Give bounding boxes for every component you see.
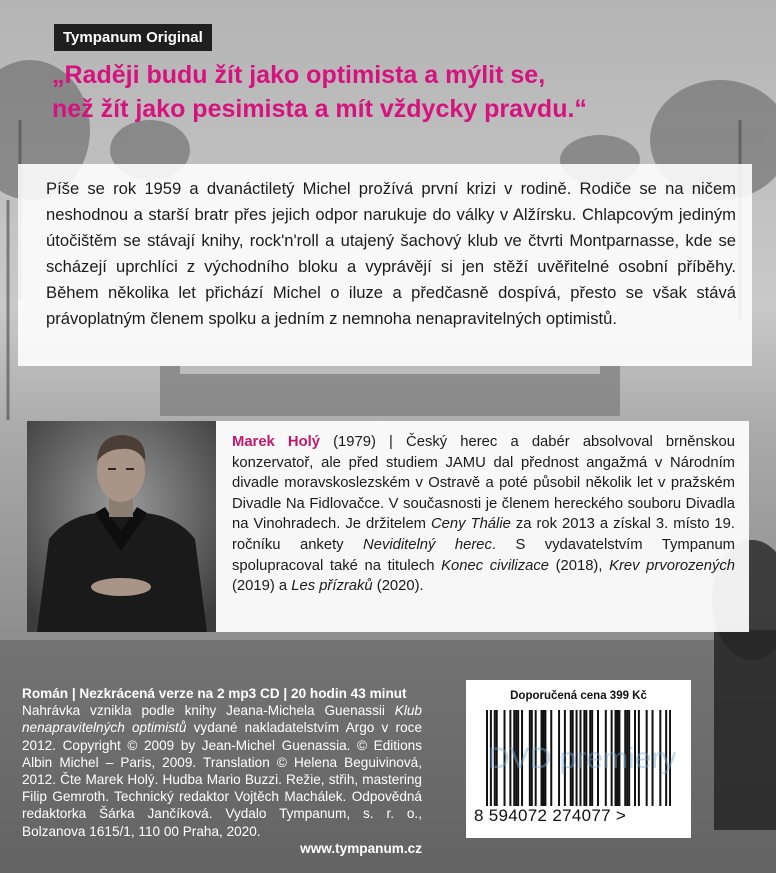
bio-text-3: . S vydavatelstvím Tympanum spolupracoval také na titulech <box>232 536 735 574</box>
publisher-label: Tympanum Original <box>54 24 212 51</box>
quote-line-1: „Raději budu žít jako optimista a mýlit se, <box>52 61 546 89</box>
narrator-photo <box>27 421 216 632</box>
barcode-digits: 8 594072 274077 > <box>474 806 627 825</box>
title-3: Les přízraků <box>291 578 373 595</box>
credits-text-1: Nahrávka vznikla podle knihy Jeana-Michela Guenassii <box>22 703 395 719</box>
barcode-bar <box>579 710 581 806</box>
barcode-bar <box>669 710 671 806</box>
watermark: DVD premiery <box>488 742 677 775</box>
barcode-bar <box>605 710 607 806</box>
barcode-bar <box>513 710 515 806</box>
barcode-box <box>466 680 691 838</box>
barcode-bar <box>591 710 593 806</box>
poll-name: Neviditelný herec <box>363 536 492 553</box>
website-url: www.tympanum.cz <box>300 840 422 856</box>
bio-text-1: (1979) | Český herec a dabér absolvoval brněnskou konzervatoř, ale před studiem JAMU dal přednost angažmá v Národním divadle moravskoslezském v Ostravě a poté působil několik let v pražském Divadle Na Fidlovačce. V současnosti je členem hereckého souboru Divadla na Vinohradech. Je držitelem <box>232 434 735 533</box>
barcode-bar <box>550 710 552 806</box>
narrator-name: Marek Holý <box>232 434 320 450</box>
barcode-bar <box>541 710 543 806</box>
barcode-bar <box>531 710 533 806</box>
quote <box>52 58 752 126</box>
barcode-bar <box>564 710 566 806</box>
bio-text-6: (2020). <box>372 578 424 595</box>
barcode-bar <box>496 710 498 806</box>
barcode <box>486 710 671 806</box>
barcode-bar <box>659 710 661 806</box>
barcode-bar <box>597 710 599 806</box>
synopsis-box <box>18 164 752 366</box>
barcode-bar <box>558 710 560 806</box>
barcode-bar <box>535 710 537 806</box>
book-title: Klub nenapravitelných optimistů <box>22 703 422 736</box>
barcode-bar <box>652 710 654 806</box>
barcode-bar <box>542 710 544 806</box>
barcode-bar <box>665 710 667 806</box>
narrator-bio-box <box>216 421 749 632</box>
barcode-bar <box>521 710 523 806</box>
barcode-bar <box>486 710 488 806</box>
barcode-bar <box>494 710 496 806</box>
barcode-bar <box>628 710 630 806</box>
barcode-bar <box>570 710 572 806</box>
credits <box>22 685 422 857</box>
bio-text-4: (2018), <box>548 557 610 574</box>
synopsis-text: Píše se rok 1959 a dvanáctiletý Michel prožívá první krizi v rodině. Rodiče se na ničem neshodnou a starší bratr přes jejich odpor narukuje do války v Alžírsku. Chlapcovým jediným útočištěm se stávají knihy, rock'n'roll a utajený šachový klub ve čtvrti Montparnasse, kde se scházejí uprchlíci z východního bloku a vyprávějí si jen stěží uvěřitelné osobní příběhy. Během několika let přichází Michel o iluze a předčasně dospívá, přesto se však stává právoplatným členem spolku a jedním z nemnoha nenapravitelných optimistů. <box>46 179 736 328</box>
edition-info: Román | Nezkrácená verze na 2 mp3 CD | 20 hodin 43 minut <box>22 686 407 701</box>
barcode-bar <box>515 710 517 806</box>
barcode-bar <box>583 710 585 806</box>
barcode-bar <box>576 710 578 806</box>
quote-line-2: než žít jako pesimista a mít vždycky pravdu.“ <box>52 95 587 123</box>
barcode-bar <box>638 710 640 806</box>
title-1: Konec civilizace <box>441 557 549 574</box>
bio-text-5: (2019) a <box>232 578 292 595</box>
barcode-bar <box>634 710 636 806</box>
barcode-bar <box>509 710 511 806</box>
barcode-bar <box>517 710 519 806</box>
barcode-bar <box>504 710 506 806</box>
barcode-bar <box>572 710 574 806</box>
barcode-bar <box>529 710 531 806</box>
barcode-bar <box>611 710 613 806</box>
barcode-bar <box>544 710 546 806</box>
title-2: Krev prvorozených <box>609 557 735 574</box>
recommended-price: Doporučená cena 399 Kč <box>510 690 647 702</box>
barcode-bar <box>646 710 648 806</box>
credits-text-2: vydané nakladatelstvím Argo v roce 2012. Copyright © 2009 by Jean-Michel Guenassia. © Editions Albin Michel – Paris, 2009. Translation © Helena Beguivinová, 2012. Čte Marek Holý. Hudba Mario Buzzi. Režie, střih, mastering Filip Gemroth. Technický redaktor Vojtěch Machálek. Odpovědná redaktorka Šárka Jančíková. Vydalo Tympanum, s. r. o., Bolzanova 1615/1, 110 00 Praha, 2020. <box>22 720 423 839</box>
narrator-bio <box>232 432 735 597</box>
credits-text <box>22 702 422 840</box>
barcode-bar <box>589 710 591 806</box>
barcode-bar <box>626 710 628 806</box>
bio-text-2: za rok 2013 a získal 3. místo 19. ročníku ankety <box>232 516 735 553</box>
award-name: Ceny Thálie <box>431 516 511 533</box>
barcode-bar <box>615 710 617 806</box>
barcode-bar <box>616 710 618 806</box>
barcode-bar <box>624 710 626 806</box>
barcode-bar <box>618 710 620 806</box>
barcode-bar <box>585 710 587 806</box>
barcode-bar <box>490 710 492 806</box>
